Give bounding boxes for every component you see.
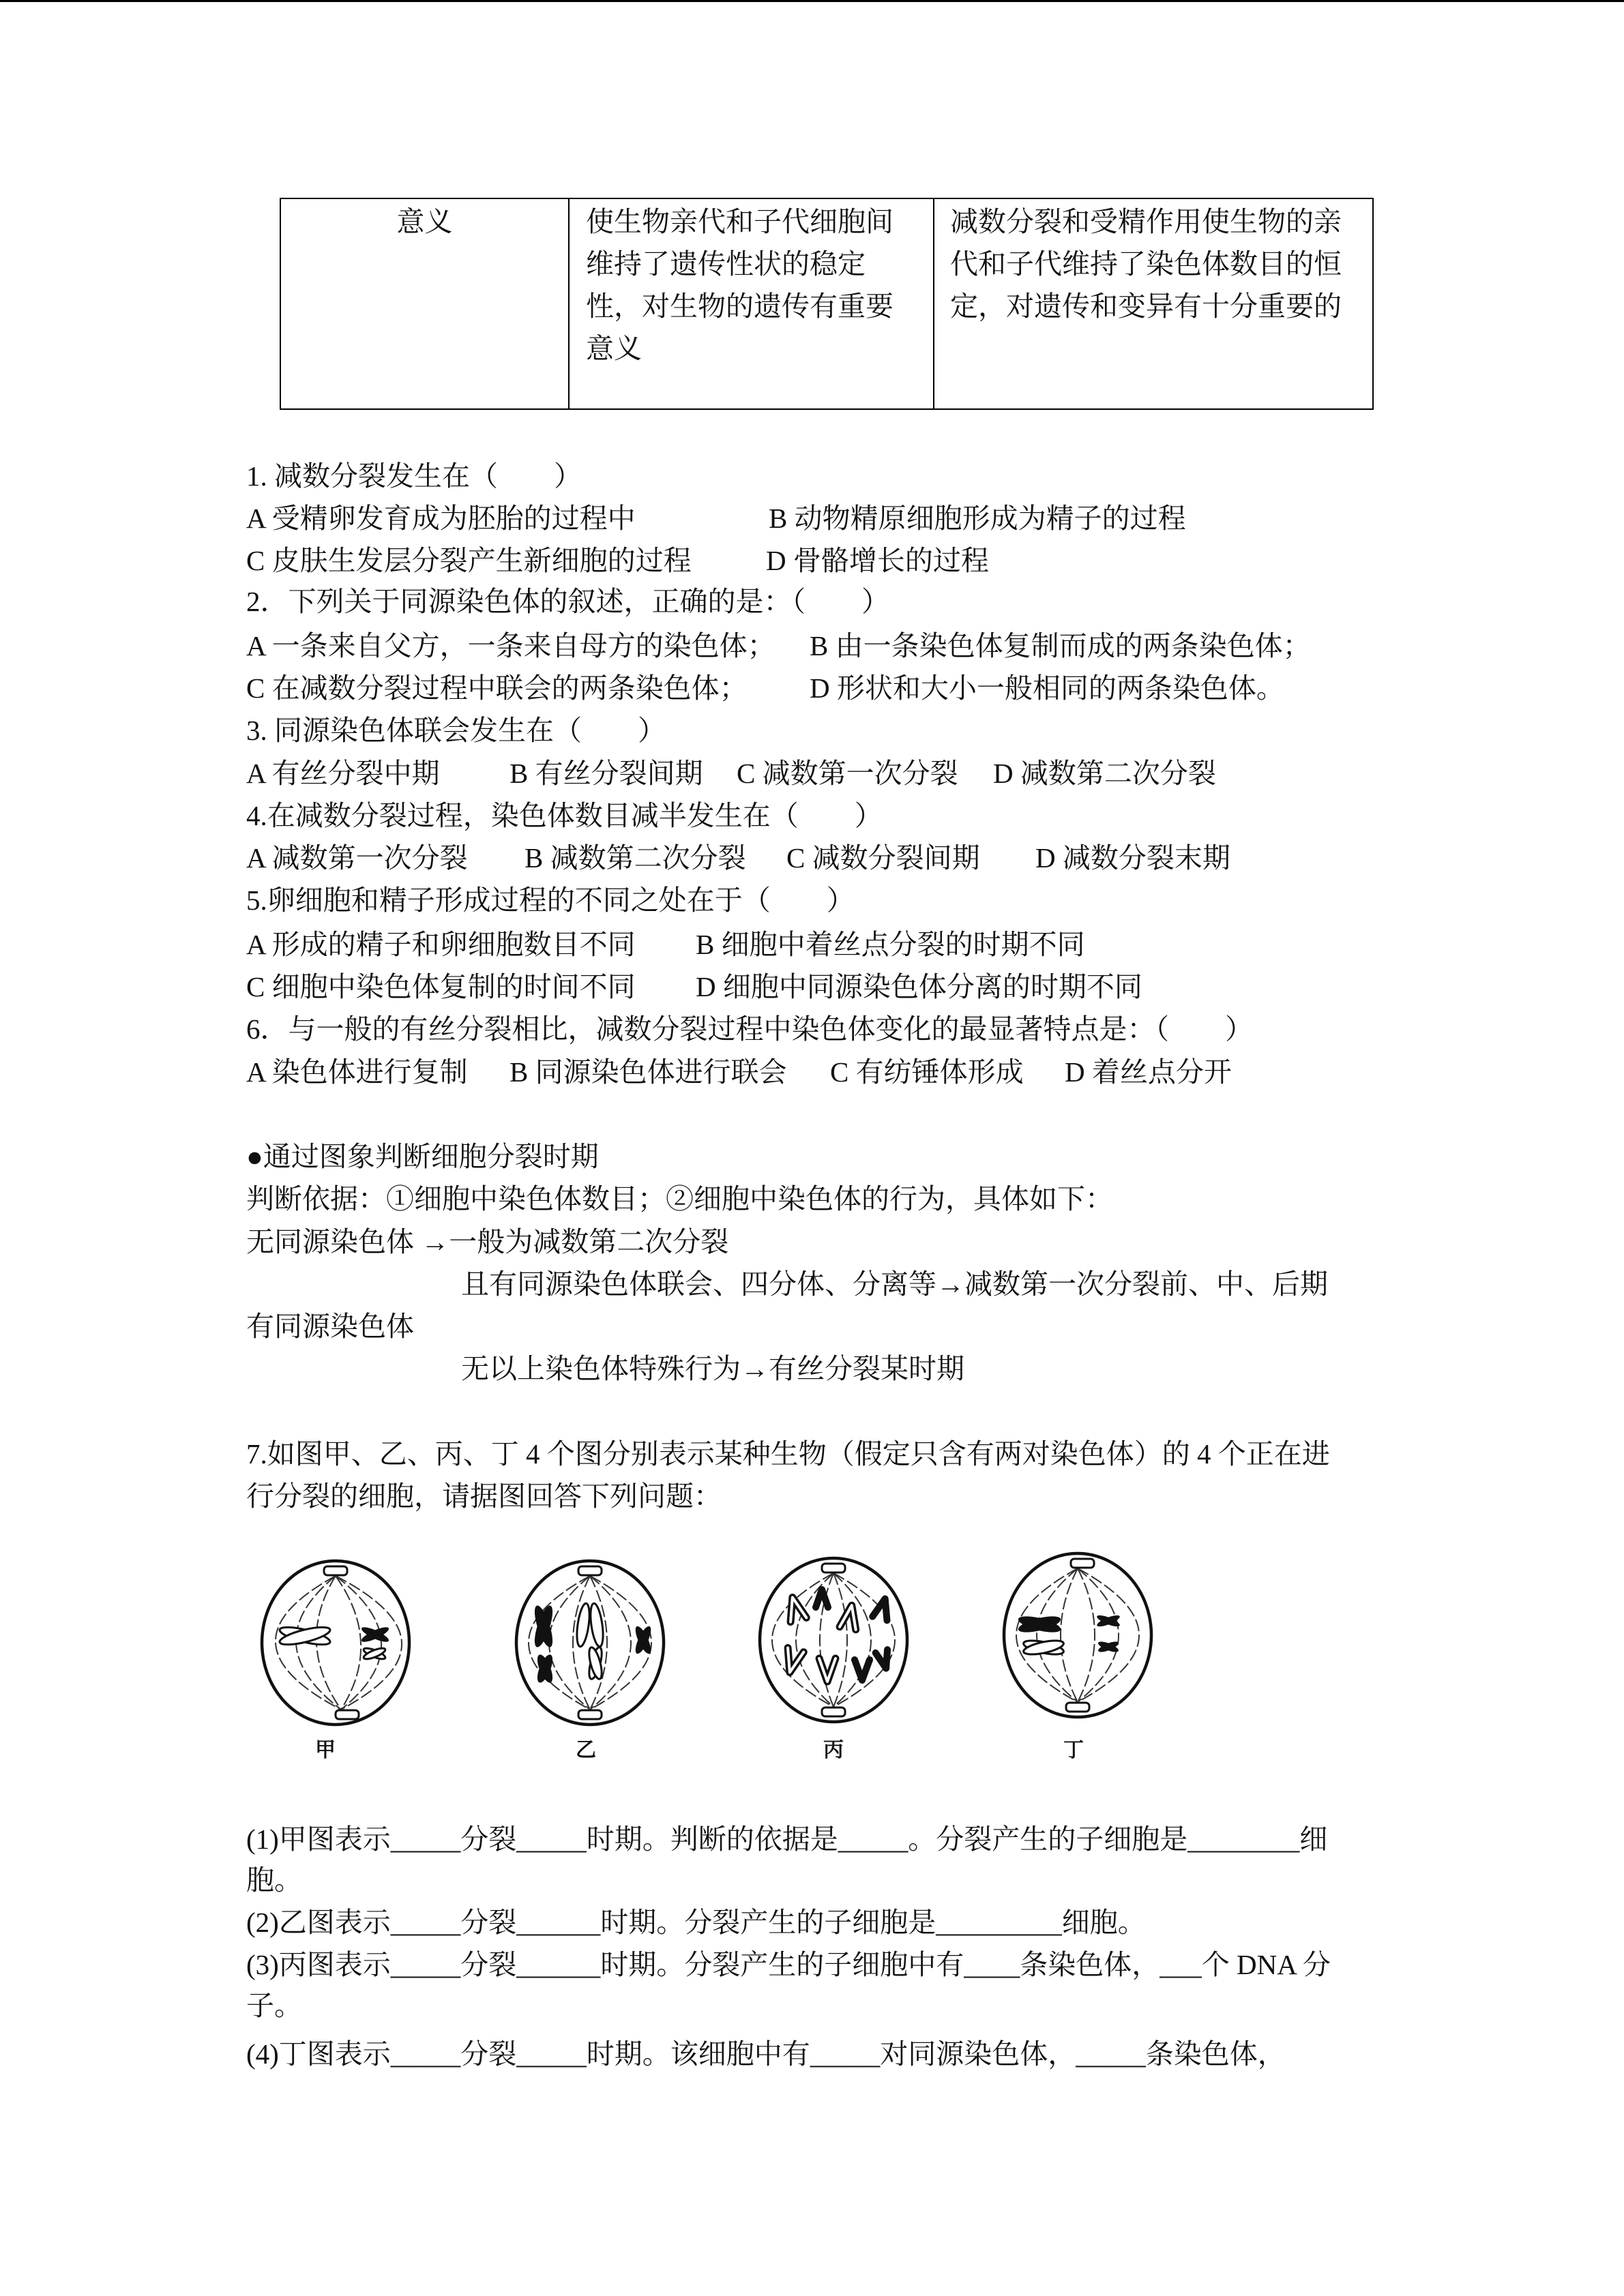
- chromosome-pair: [1017, 1613, 1062, 1636]
- question-2-option-c: C 在减数分裂过程中联会的两条染色体；: [246, 672, 748, 704]
- centrosome-top: [578, 1566, 602, 1575]
- section-basis: 判断依据：①细胞中染色体数目；②细胞中染色体的行为，具体如下：: [246, 1183, 1113, 1214]
- figure-label-yi: 乙: [576, 1738, 596, 1762]
- rule-homolog-special-behavior: 且有同源染色体联会、四分体、分离等→减数第一次分裂前、中、后期: [461, 1268, 1328, 1300]
- question-3-option-d: D 减数第二次分裂: [993, 758, 1216, 789]
- question-4-option-b: B 减数第二次分裂: [525, 842, 746, 874]
- question-3-option-c: C 减数第一次分裂: [737, 758, 958, 789]
- table-mitosis-line: 维持了遗传性状的稳定: [586, 248, 866, 280]
- table-mitosis-line: 性，对生物的遗传有重要: [586, 290, 894, 322]
- rule-homolog-plain: 无以上染色体特殊行为→有丝分裂某时期: [461, 1353, 964, 1384]
- table-row-label: 意义: [396, 206, 453, 237]
- question-2-option-b: B 由一条染色体复制而成的两条染色体；: [810, 630, 1311, 661]
- chromosome-body: [855, 1660, 870, 1680]
- question-7-sub-1-continued: 胞。: [246, 1864, 302, 1896]
- question-4-option-a: A 减数第一次分裂: [246, 842, 468, 874]
- figure-label-jia: 甲: [315, 1738, 336, 1762]
- table-mitosis-line: 使生物亲代和子代细胞间: [586, 206, 894, 237]
- chromosome-pair: [632, 1624, 653, 1656]
- question-7-sub-1: (1)甲图表示_____分裂_____时期。判断的依据是_____。分裂产生的子细胞是________细: [246, 1823, 1328, 1855]
- chromosome: [816, 1590, 828, 1607]
- question-3-option-b: B 有丝分裂间期: [510, 758, 703, 789]
- chromosome: [840, 1604, 860, 1630]
- question-5-option-c: C 细胞中染色体复制的时间不同: [246, 971, 636, 1002]
- centrosome-bottom: [336, 1710, 359, 1719]
- question-6-option-a: A 染色体进行复制: [246, 1056, 468, 1088]
- question-1-option-a: A 受精卵发育成为胚胎的过程中: [246, 503, 636, 534]
- question-1-option-d: D 骨骼增长的过程: [766, 545, 989, 576]
- question-7-sub-3: (3)丙图表示_____分裂______时期。分裂产生的子细胞中有____条染色体，___个 DNA 分: [246, 1949, 1331, 1980]
- centrosome-top: [1071, 1559, 1094, 1568]
- question-5-option-d: D 细胞中同源染色体分离的时期不同: [696, 971, 1142, 1002]
- centrosome-top: [822, 1564, 845, 1572]
- chromatid: [1017, 1613, 1062, 1636]
- question-7-sub-3-continued: 子。: [246, 1990, 302, 2021]
- chromosome: [872, 1597, 892, 1621]
- spindle-fiber: [336, 1576, 361, 1710]
- chromosome-pair: [534, 1653, 555, 1685]
- cell-jia: [262, 1561, 409, 1725]
- question-4-option-d: D 减数分裂末期: [1035, 842, 1230, 874]
- question-4-stem: 4.在减数分裂过程，染色体数目减半发生在（ ）: [246, 800, 883, 831]
- chromosome: [876, 1650, 892, 1670]
- chromosome-pair: [362, 1646, 386, 1661]
- spindle-fiber: [336, 1576, 402, 1710]
- chromosome: [819, 1658, 836, 1682]
- cell-ding: [1004, 1553, 1151, 1717]
- question-7-sub-4: (4)丁图表示_____分裂_____时期。该细胞中有_____对同源染色体，_____条染色体，: [246, 2038, 1286, 2070]
- cell-bing: [760, 1558, 907, 1722]
- chromosome: [855, 1660, 870, 1680]
- question-2-option-a: A 一条来自父方，一条来自母方的染色体；: [246, 630, 776, 661]
- spindle-fiber: [1037, 1568, 1078, 1702]
- spindle: [1016, 1568, 1139, 1702]
- chromosome-pair: [360, 1624, 391, 1644]
- spindle-fiber: [1078, 1568, 1119, 1702]
- page-top-border: [0, 0, 1624, 2]
- table-meiosis-line: 定，对遗传和变异有十分重要的: [950, 290, 1342, 322]
- question-6-option-b: B 同源染色体进行联会: [510, 1056, 787, 1088]
- cell-yi: [516, 1561, 664, 1725]
- cell-membrane: [760, 1558, 907, 1722]
- table-mitosis-cell: [570, 199, 934, 408]
- question-2-stem: 2．下列关于同源染色体的叙述，正确的是：（ ）: [246, 586, 889, 617]
- chromosome-pair: [1097, 1639, 1119, 1654]
- chromosome-pair: [575, 1602, 606, 1648]
- cell-division-figure: [232, 1541, 1187, 1780]
- question-7-sub-2: (2)乙图表示_____分裂______时期。分裂产生的子细胞是_________细胞。: [246, 1907, 1146, 1938]
- table-meiosis-cell: [934, 199, 1372, 408]
- chromosome-outline: [784, 1595, 806, 1622]
- centrosome-bottom: [1066, 1703, 1089, 1712]
- question-5-option-b: B 细胞中着丝点分裂的时期不同: [696, 929, 1085, 960]
- figure-label-ding: 丁: [1063, 1738, 1084, 1762]
- chromatid: [534, 1653, 555, 1685]
- question-6-option-d: D 着丝点分开: [1065, 1056, 1232, 1088]
- question-1-option-c: C 皮肤生发层分裂产生新细胞的过程: [246, 545, 692, 576]
- question-2-option-d: D 形状和大小一般相同的两条染色体。: [810, 672, 1284, 704]
- spindle-fiber: [833, 1573, 895, 1707]
- chromosome: [784, 1595, 806, 1622]
- question-5-stem: 5.卵细胞和精子形成过程的不同之处在于（ ）: [246, 884, 855, 916]
- chromosome-pair: [1022, 1638, 1065, 1657]
- chromosome-body: [816, 1590, 828, 1607]
- spindle-fiber: [833, 1573, 847, 1707]
- centrosome-bottom: [578, 1710, 602, 1719]
- figure-label-bing: 丙: [823, 1738, 844, 1762]
- spindle: [772, 1573, 895, 1707]
- chromosome-body: [872, 1597, 892, 1621]
- question-7-stem-line-2: 行分裂的细胞，请据图回答下列问题：: [246, 1480, 722, 1512]
- question-6-option-c: C 有纺锤体形成: [830, 1056, 1024, 1088]
- question-3-stem: 3. 同源染色体联会发生在（ ）: [246, 715, 666, 746]
- table-meiosis-line: 代和子代维持了染色体数目的恒: [950, 248, 1342, 280]
- question-1-option-b: B 动物精原细胞形成为精子的过程: [769, 503, 1186, 534]
- table-mitosis-line: 意义: [586, 333, 642, 364]
- question-5-option-a: A 形成的精子和卵细胞数目不同: [246, 929, 636, 960]
- spindle-fiber: [1078, 1568, 1095, 1702]
- spindle-fiber: [1061, 1568, 1078, 1702]
- table-meiosis-line: 减数分裂和受精作用使生物的亲: [950, 206, 1342, 237]
- question-3-option-a: A 有丝分裂中期: [246, 758, 440, 789]
- section-title: ●通过图象判断细胞分裂时期: [246, 1141, 599, 1172]
- chromosome-body: [876, 1650, 892, 1670]
- table-row-label-cell: [281, 199, 570, 408]
- centrosome-bottom: [822, 1708, 845, 1716]
- centrosome-top: [324, 1566, 347, 1575]
- chromosome-pair: [587, 1646, 604, 1680]
- rule-has-homolog: 有同源染色体: [246, 1311, 414, 1342]
- spindle-fiber: [336, 1576, 381, 1710]
- question-1-stem: 1. 减数分裂发生在（ ）: [246, 460, 582, 492]
- question-4-option-c: C 减数分裂间期: [786, 842, 980, 874]
- comparison-table-row: [280, 198, 1374, 410]
- question-7-stem-line-1: 7.如图甲、乙、丙、丁 4 个图分别表示某种生物（假定只含有两对染色体）的 4 个正在进: [246, 1438, 1330, 1470]
- chromosome-pair: [278, 1624, 331, 1648]
- question-6-stem: 6．与一般的有丝分裂相比，减数分裂过程中染色体变化的最显著特点是：（ ）: [246, 1013, 1253, 1045]
- cell-membrane: [1004, 1553, 1151, 1717]
- rule-no-homolog: 无同源染色体 →一般为减数第二次分裂: [246, 1226, 729, 1257]
